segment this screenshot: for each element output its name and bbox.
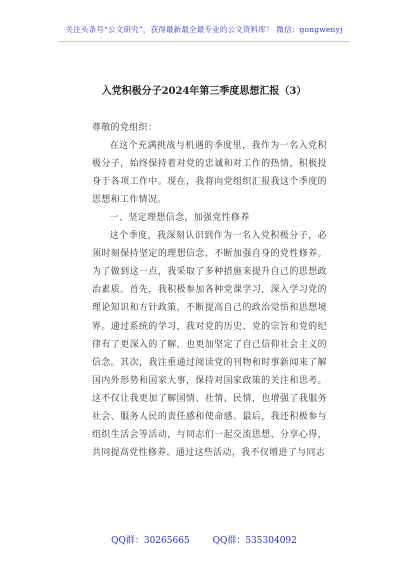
footer-qq-group-2: QQ群：535304092 [212, 536, 297, 546]
paragraph-intro: 在这个充满挑战与机遇的季度里，我作为一名入党积极分子，始终保持着对党的忠诚和对工作的热情，积极投身于各项工作中。现在，我将向党组织汇报我这个季度的思想和工作情况。 [92, 141, 327, 206]
paragraph-body: 这个季度，我深刻认识到作为一名入党积极分子，必须时刻保持坚定的理想信念，不断加强自身的党性修养。为了做到这一点，我采取了多种措施来提升自己的思想政治素质。首先，我积极参加各种党课学习，深入学习党的理论知识和方针政策，不断提高自己的政治觉悟和思想境界。通过系统的学习，我对党的历史、党的宗旨和党的纪律有了更深入的了解，也更加坚定了自己信仰社会主义的信念。其次，我注重通过阅读党的刊物和时事新闻来了解国内外形势和国家大事，保持对国家政策的关注和思考。这不仅让我更加了解国情、社情、民情，也增强了我服务社会、服务人民的责任感和使命感。最后，我还积极参与组织生活会等活动，与同志们一起交流思想、分享心得，共同提高党性修养。通过这些活动，我不仅增进了与同志 [92, 231, 327, 458]
section-heading: 一、坚定理想信念，加强党性修养 [109, 213, 250, 224]
document-title: 入党积极分子2024年第三季度思想汇报（3） [101, 86, 307, 97]
greeting: 尊敬的党组织： [92, 123, 158, 133]
document-body [92, 119, 327, 462]
footer-qq-group-1: QQ群：30265665 [111, 536, 190, 546]
footer-qq-groups [0, 533, 408, 546]
header-promo-note: 关注头条号“公文研究”，获得最新最全最专业的公文资料库！ 微信：gongwenyj [65, 25, 343, 34]
header-divider [58, 41, 350, 42]
